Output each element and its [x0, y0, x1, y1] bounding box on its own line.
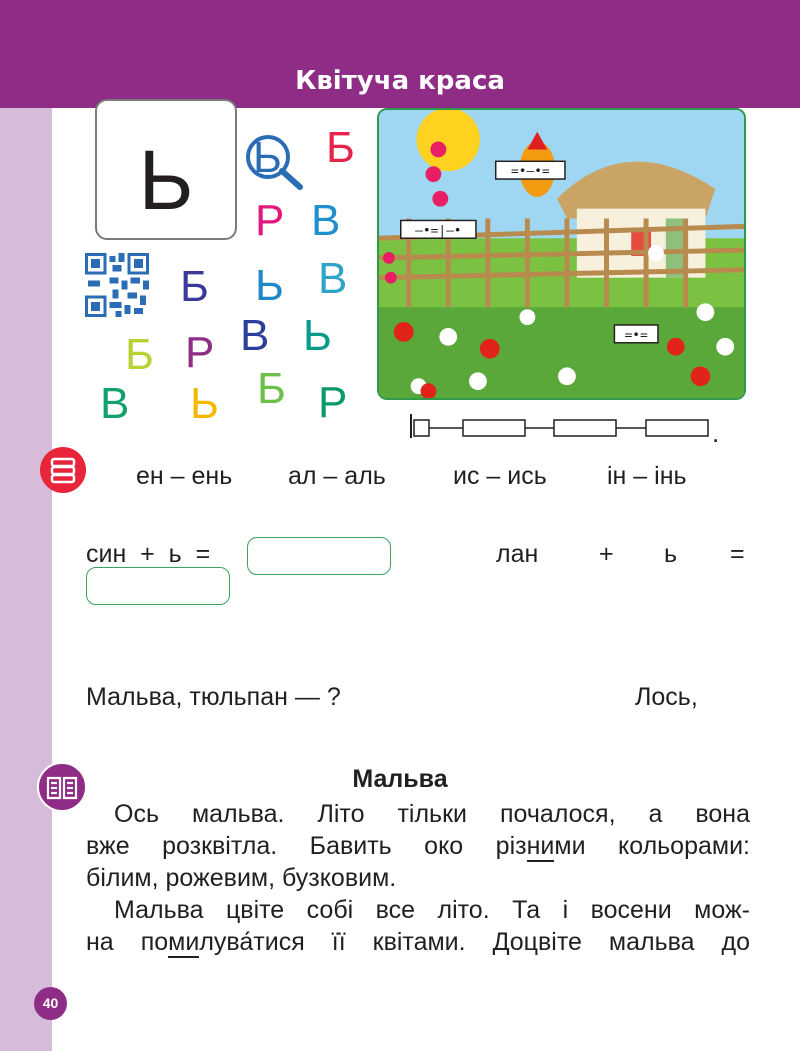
letter-item: Б — [326, 123, 355, 172]
books-icon — [40, 447, 86, 493]
scheme-period: . — [712, 418, 720, 448]
equation-equals: = — [730, 540, 745, 568]
scheme-label: =•–•= — [511, 164, 550, 180]
letter-item: Ь — [190, 379, 219, 428]
letter-card — [95, 99, 237, 240]
letter-item: Ь — [303, 311, 332, 360]
syllable-pair: ис – ись — [453, 462, 547, 490]
sidebar-strip — [0, 108, 52, 1051]
equation-letter: ь — [664, 540, 678, 568]
story-line: білим, рожевим, бузковим. — [86, 864, 397, 892]
equation-word: лан — [496, 540, 539, 568]
equation-plus: + — [599, 540, 614, 568]
village-illustration — [377, 108, 746, 400]
letter-item: Б — [125, 330, 154, 379]
answer-box-1[interactable] — [247, 537, 391, 575]
letter-item: Б — [180, 262, 209, 311]
story-title: Мальва — [352, 765, 448, 793]
scheme-label: =•= — [624, 327, 648, 343]
syllable-pair: ін – інь — [607, 462, 687, 490]
letter-item: Р — [318, 378, 348, 427]
qr-code-icon[interactable] — [85, 253, 149, 317]
riddle-left: Мальва, тюльпан — ? — [86, 683, 341, 711]
story-line: на помилува́тися її квітами. Доцвіте мальва до — [86, 928, 750, 956]
page-title: Квітуча краса — [295, 66, 505, 96]
letter-card-letter: Ь — [138, 133, 194, 227]
letter-item: Р — [185, 328, 215, 377]
answer-box-2[interactable] — [86, 567, 230, 605]
letter-item: Б — [257, 364, 286, 413]
letter-item: Ь — [253, 133, 282, 182]
story-line: Мальва цвіте собі все літо. Та і восени мож- — [114, 896, 750, 924]
story-line: Ось мальва. Літо тільки почалося, а вона — [114, 800, 750, 828]
story-line: вже розквітла. Бавить око різними кольорами: — [86, 832, 750, 860]
page-number: 40 — [34, 987, 67, 1020]
story-text — [86, 798, 750, 958]
letter-item: В — [240, 311, 270, 360]
letter-item: Ь — [255, 261, 284, 310]
letter-item: Р — [255, 196, 285, 245]
syllable-pair: ал – аль — [288, 462, 386, 490]
sentence-scheme — [410, 414, 710, 440]
letter-item: В — [100, 379, 130, 428]
letter-item: В — [318, 254, 348, 303]
equation-first: син + ь = — [86, 540, 211, 568]
letter-item: В — [311, 196, 341, 245]
riddle-right: Лось, — [635, 683, 698, 711]
syllable-pair: ен – ень — [136, 462, 233, 490]
scheme-label: –•=|–• — [415, 223, 462, 239]
